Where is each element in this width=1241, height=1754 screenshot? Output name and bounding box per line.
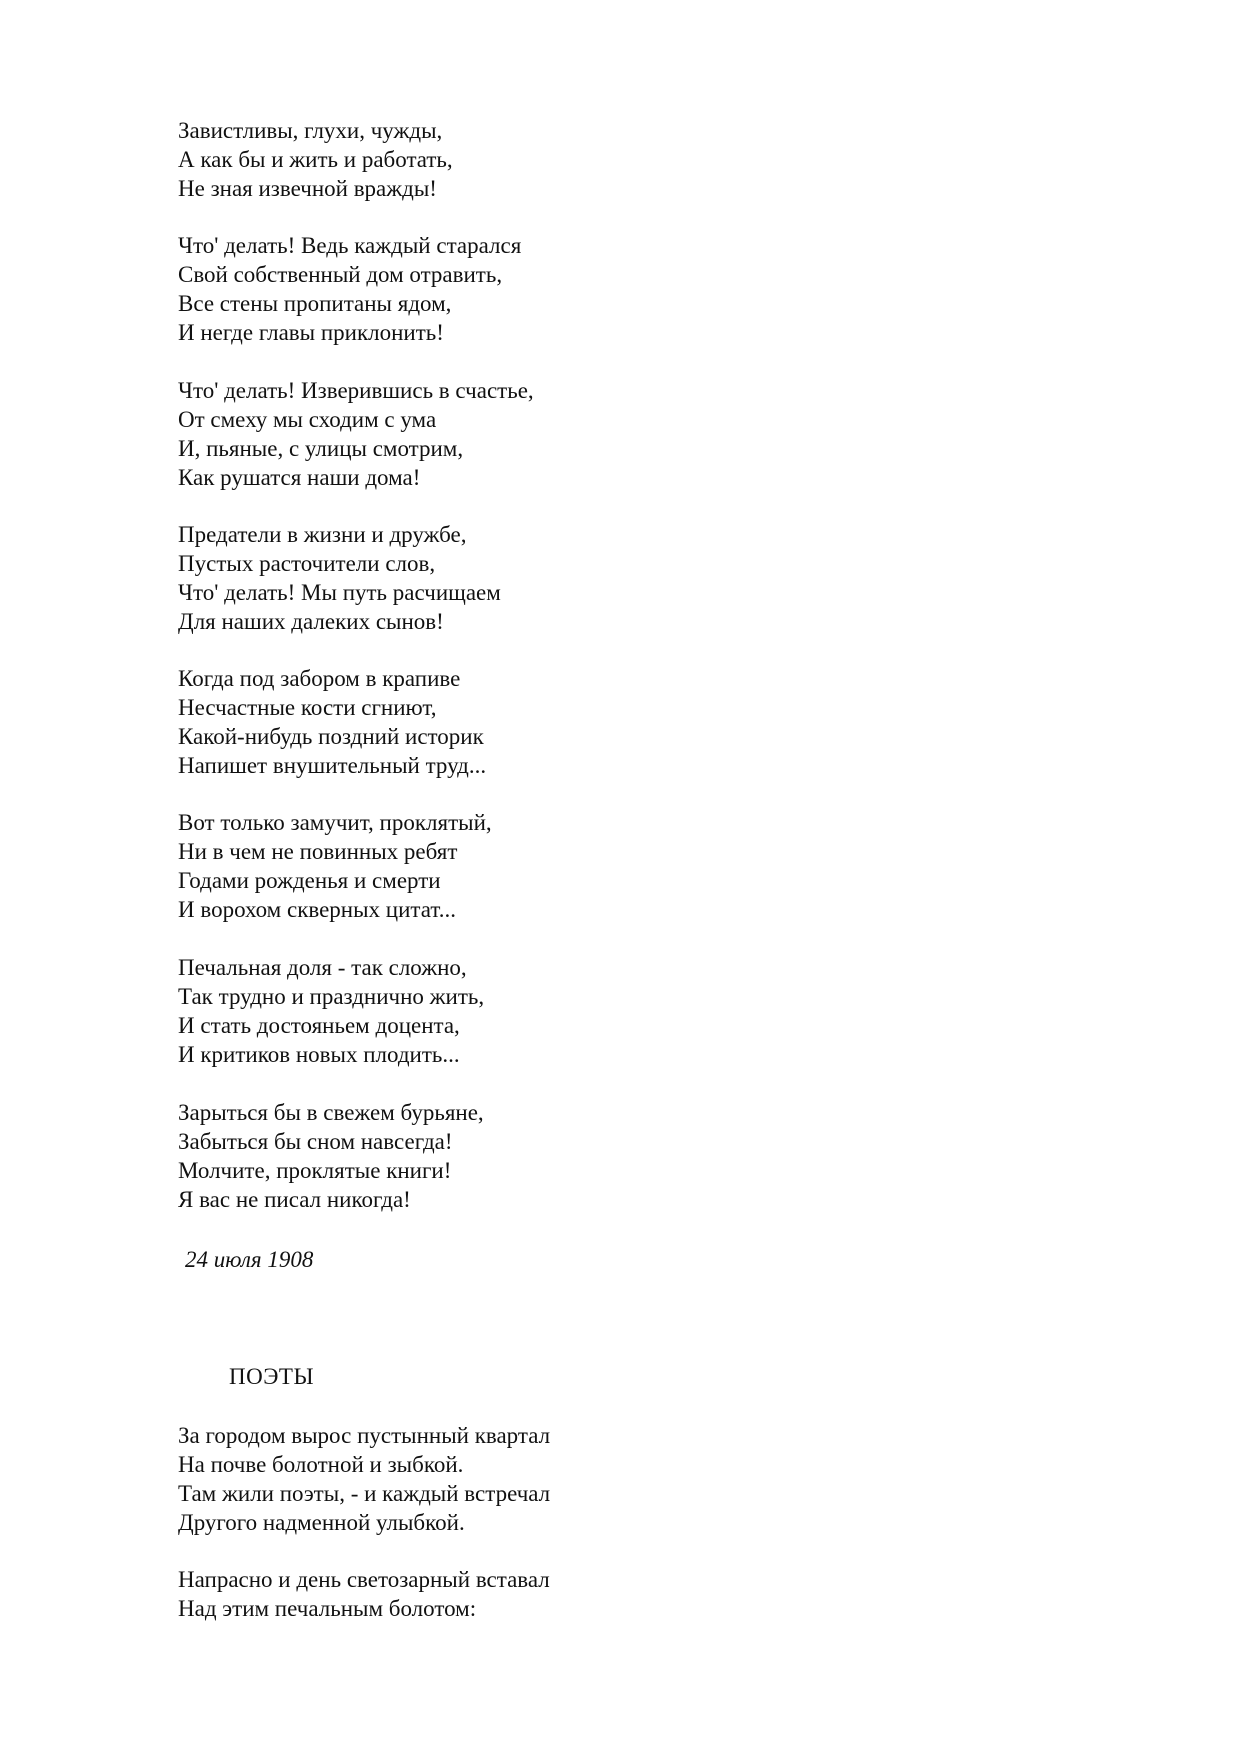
poem-line: Годами рожденья и смерти bbox=[178, 868, 441, 893]
poem-line: Я вас не писал никогда! bbox=[178, 1187, 411, 1212]
poem-title: ПОЭТЫ bbox=[229, 1364, 315, 1389]
poem-line: И негде главы приклонить! bbox=[178, 320, 444, 345]
poem-1-stanza-2 bbox=[178, 231, 978, 347]
poem-line: Завистливы, глухи, чужды, bbox=[178, 118, 443, 143]
poem-line: От смеху мы сходим с ума bbox=[178, 407, 437, 432]
poem-line: Зарыться бы в свежем бурьяне, bbox=[178, 1100, 484, 1125]
poem-2-stanza-1 bbox=[178, 1421, 978, 1537]
poem-1-stanza-7 bbox=[178, 953, 978, 1069]
poem-1-stanza-1 bbox=[178, 116, 978, 203]
poem-line: Какой-нибудь поздний историк bbox=[178, 724, 484, 749]
poem-line: Там жили поэты, - и каждый встречал bbox=[178, 1481, 551, 1506]
poem-line: И критиков новых плодить... bbox=[178, 1042, 460, 1067]
poem-line: И, пьяные, с улицы смотрим, bbox=[178, 436, 464, 461]
poem-line: Напрасно и день светозарный вставал bbox=[178, 1567, 550, 1592]
poem-line: Напишет внушительный труд... bbox=[178, 753, 487, 778]
poem-line: Что' делать! Изверившись в счастье, bbox=[178, 378, 534, 403]
poem-date: 24 июля 1908 bbox=[185, 1247, 314, 1272]
poem-line: Над этим печальным болотом: bbox=[178, 1596, 477, 1621]
poem-1-stanza-6 bbox=[178, 808, 978, 924]
poem-line: На почве болотной и зыбкой. bbox=[178, 1452, 464, 1477]
poem-line: Забыться бы сном навсегда! bbox=[178, 1129, 453, 1154]
poem-line: И ворохом скверных цитат... bbox=[178, 897, 456, 922]
poem-2-stanza-2 bbox=[178, 1565, 978, 1623]
poem-line: Другого надменной улыбкой. bbox=[178, 1510, 465, 1535]
poem-line: И стать достояньем доцента, bbox=[178, 1013, 460, 1038]
poem-line: Пустых расточители слов, bbox=[178, 551, 436, 576]
poem-line: Молчите, проклятые книги! bbox=[178, 1158, 452, 1183]
poem-line: Все стены пропитаны ядом, bbox=[178, 291, 452, 316]
poem-line: Когда под забором в крапиве bbox=[178, 666, 461, 691]
poem-line: Что' делать! Мы путь расчищаем bbox=[178, 580, 501, 605]
poem-line: Печальная доля - так сложно, bbox=[178, 955, 467, 980]
poem-line: Свой собственный дом отравить, bbox=[178, 262, 503, 287]
poem-line: Так трудно и празднично жить, bbox=[178, 984, 485, 1009]
poem-line: Предатели в жизни и дружбе, bbox=[178, 522, 467, 547]
poem-1-stanza-3 bbox=[178, 376, 978, 492]
poem-line: Вот только замучит, проклятый, bbox=[178, 810, 492, 835]
poem-line: За городом вырос пустынный квартал bbox=[178, 1423, 551, 1448]
poem-line: Не зная извечной вражды! bbox=[178, 176, 437, 201]
poem-line: Для наших далеких сынов! bbox=[178, 609, 444, 634]
poem-1-stanza-4 bbox=[178, 520, 978, 636]
poem-line: А как бы и жить и работать, bbox=[178, 147, 453, 172]
poem-line: Как рушатся наши дома! bbox=[178, 465, 421, 490]
poem-line: Что' делать! Ведь каждый старался bbox=[178, 233, 522, 258]
poem-line: Ни в чем не повинных ребят bbox=[178, 839, 458, 864]
poem-1-stanza-8 bbox=[178, 1098, 978, 1214]
poem-line: Несчастные кости сгниют, bbox=[178, 695, 437, 720]
poem-1-stanza-5 bbox=[178, 664, 978, 780]
